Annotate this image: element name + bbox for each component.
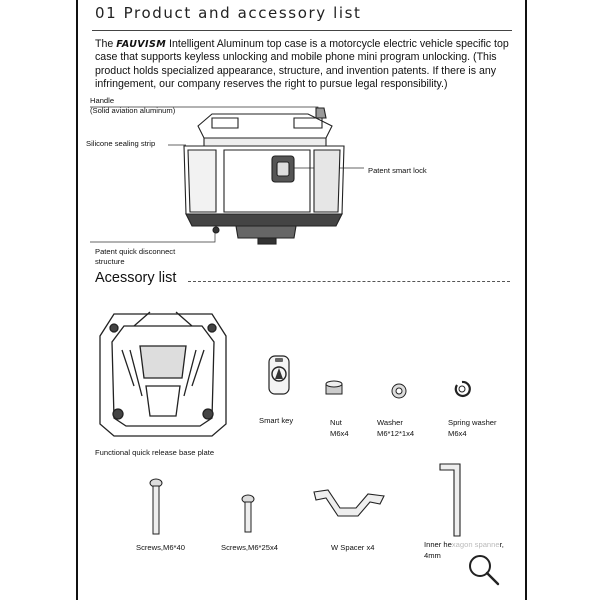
smart-key-illustration xyxy=(262,352,296,398)
w-spacer-illustration xyxy=(310,486,390,520)
disconnect-label-1: Patent quick disconnect xyxy=(95,247,176,256)
brand-logo: FAUVISM xyxy=(116,39,167,50)
seal-label: Silicone sealing strip xyxy=(86,139,156,148)
w-spacer-label: W Spacer x4 xyxy=(331,543,375,552)
spring-washer-illustration xyxy=(453,380,471,398)
base-plate-label: Functional quick release base plate xyxy=(95,448,215,457)
nut-label-1: Nut xyxy=(330,418,342,427)
screw-m6x25-label: Screws,M6*25x4 xyxy=(221,543,278,552)
intro-paragraph xyxy=(95,38,513,92)
hex-spanner-label-1a: Inner he xyxy=(424,540,452,549)
base-plate-illustration xyxy=(94,306,232,442)
smart-key-label: Smart key xyxy=(259,416,294,425)
screw-m6x25-illustration xyxy=(240,494,256,534)
intro-line-3: product holds specialized appearance, structure, and invention patents. If there is any xyxy=(95,64,497,77)
hex-spanner-label-1b: xagon spanne xyxy=(451,540,500,549)
section-heading: 01 Product and accessory list xyxy=(95,4,362,22)
washer-label-1: Washer xyxy=(377,418,403,427)
screw-m6x40-label: Screws,M6*40 xyxy=(136,543,185,552)
washer-illustration xyxy=(390,382,408,400)
spring-washer-label-2: M6x4 xyxy=(448,429,467,438)
hex-spanner-label-1 xyxy=(424,540,504,550)
spring-washer-label-1: Spring washer xyxy=(448,418,497,427)
nut-label-2: M6x4 xyxy=(330,429,349,438)
intro-line-2: case that supports keyless unlocking and mobile phone mini program unlocking. (This xyxy=(95,51,497,64)
intro-prefix: The xyxy=(95,38,117,50)
heading-underline xyxy=(92,30,512,31)
disconnect-label-2: structure xyxy=(95,257,125,266)
handle-label: Handle xyxy=(90,96,115,105)
washer-label-2: M6*12*1x4 xyxy=(377,429,415,438)
intro-line-1: Intelligent Aluminum top case is a motorcycle electric vehicle specific top xyxy=(166,38,509,50)
accessory-list-title: Acessory list xyxy=(95,270,177,286)
hex-spanner-illustration xyxy=(436,460,470,540)
zoom-magnifier-icon[interactable] xyxy=(467,553,501,587)
handle-note-label: (Solid aviation aluminum) xyxy=(90,106,176,115)
screw-m6x40-illustration xyxy=(148,478,164,536)
nut-illustration xyxy=(322,378,346,400)
accessory-title-rule xyxy=(188,281,510,282)
intro-line-4: infringement, our company reserves the right to pursue legal responsibility.) xyxy=(95,78,448,91)
lock-label: Patent smart lock xyxy=(368,166,427,175)
top-case-illustration xyxy=(176,104,354,250)
hex-spanner-label-2: 4mm xyxy=(424,551,441,560)
page-border-right xyxy=(525,0,527,600)
hex-spanner-label-1c: r, xyxy=(499,540,504,549)
